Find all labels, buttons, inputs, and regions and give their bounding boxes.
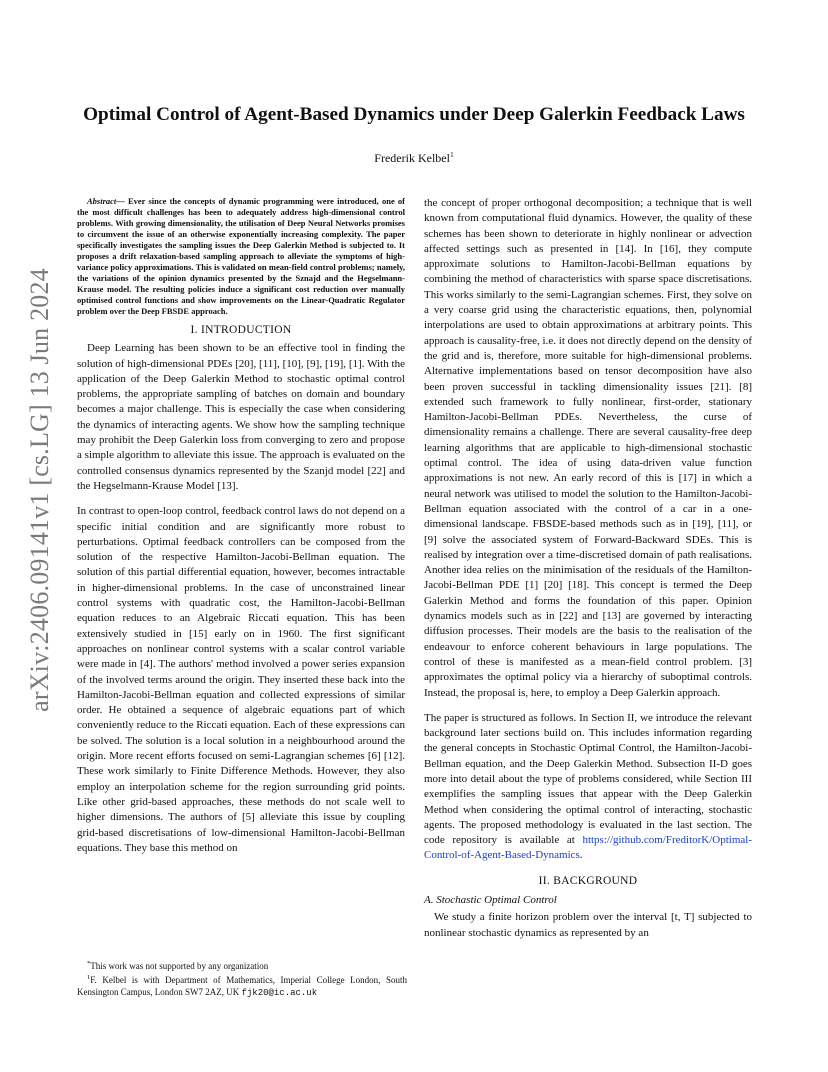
introduction-heading: I. INTRODUCTION [190, 324, 292, 336]
intro-paragraph-1: Deep Learning has been shown to be an effective tool in finding the solution of high-dimensional PDEs [20], [11], [10], [9], [19], [1]. With the application of the Deep Galerkin Method to stochastic optimal control problems, the appropriate sampling of batches on domain and boundary becomes a major challenge. This is especially the case when considering the dynamics of interacting agents. We show how the sampling technique may prohibit the Deep Galerkin loss from converging to zero and propose a simple algorithm to alleviate this issue. The approach is evaluated on the controlled consensus dynamics represented by the Szanjd model [22] and the Hegselmann-Krause Model [13]. [77, 342, 405, 492]
paper-title: Optimal Control of Agent-Based Dynamics under Deep Galerkin Feedback Laws [83, 104, 745, 125]
repository-link[interactable]: https://github.com/FreditorK/Optimal-Control-of-Agent-Based-Dynamics [424, 834, 753, 862]
structure-text: The paper is structured as follows. In Section II, we introduce the relevant background later sections build on. This includes information regarding the general concepts in Stochastic Optimal Control, the Hamilton-Jacobi-Bellman equation, and the Deep Galerkin Method. Subsection II-D goes more into detail about the type of problems considered, while Section III exemplifies the sampling issues that appear with the Deep Galerkin Method when considering the optimal control of interacting, stochastic agents. The proposed methodology is evaluated in the last section. The code repository is available at [424, 711, 752, 847]
author-affiliation-mark: 1 [449, 150, 454, 159]
structure-text-end: . [579, 849, 583, 862]
abstract-text: — Ever since the concepts of dynamic programming were introduced, one of the most difficult challenges has been to adequately address high-dimensional control problems. With growing dimensionality, the utilisation of Deep Neural Networks promises to circumvent the issue of an otherwise exponentially increasing complexity. The paper specifically investigates the sampling issues the Deep Galerkin Method is subjected to. It proposes a drift relaxation-based sampling approach to alleviate the symptoms of high-variance policy approximations. This is validated on mean-field control problems; namely, the variations of the opinion dynamics presented by the Sznajd and the Hegselmann-Krause model. The resulting policies induce a significant cost reduction over manually optimised control functions and show improvements on the Linear-Quadratic Regulator problem over the Deep FBSDE approach. [77, 196, 405, 316]
left-column [77, 196, 405, 866]
author-name: Frederik Kelbel [374, 151, 450, 165]
footnote-one-mark: 1 [87, 974, 91, 981]
arxiv-identifier: arXiv:2406.09141v1 [cs.LG] 13 Jun 2024 [25, 268, 54, 712]
footnote-star-mark: * [87, 960, 91, 967]
footnote-funding [77, 958, 407, 972]
footnote-affiliation [77, 972, 407, 999]
arxiv-sidebar-stamp [22, 268, 58, 712]
intro-paragraph-4 [424, 711, 752, 864]
right-column [424, 196, 752, 951]
footnotes [77, 958, 407, 999]
intro-paragraph-3: the concept of proper orthogonal decomposition; a technique that is well known from computational fluid dynamics. However, the quality of these schemes has been shown to deteriorate in highly nonlinear or advection affected settings such as presented in [14]. In [16], they compute approximate solutions to Hamilton-Jacobi-Bellman equations by combining the method of characteristics with sparse space discretisations. This works similarly to the semi-Lagrangian schemes. First, they solve on a very coarse grid using the characteristic equations, then, polynomial interpolations are used to obtain approximations at arbitrary points. This approach is causality-free, i.e. it does not directly depend on the density of the grid and is, therefore, more suitable for high-dimensional problems. Alternative implementations based on tensor decomposition have also been proven successful in tackling dimensionality issues [21]. [8] extended such framework to fully nonlinear, first-order, stationary Hamilton-Jacobi-Bellman PDEs. Nevertheless, the curse of dimensionality remains a challenge. There are several causality-free deep learning algorithms that are applicable to high-dimensional stochastic optimal control. The idea of using data-driven value function approximations is not new. An early record of this is [17] in which a neural network was utilised to model the solution to the Hamilton-Jacobi-Bellman equation associated with the control of a car in a one-dimensional landscape. FBSDE-based methods such as in [19], [11], or [9] solve the associated system of Forward-Backward SDEs. This is realised by integration over a time-discretised domain of path realisations. Another idea relies on the minimisation of the residuals of the Hamilton-Jacobi-Bellman PDE [1] [20] [18]. This concept is termed the Deep Galerkin Method and forms the foundation of this paper. Opinion dynamics models such as in [22] and [13] are governed by interacting diffusion processes. Their models are the basis to the realisation of the endeavour to enforce coherent behaviours in large populations. The control of these is manifested as a mean-field control problem. [3] approximates the optimal policy via a hierarchy of suboptimal controls. Instead, the proposal is, here, to employ a Deep Galerkin approach. [424, 197, 752, 699]
background-paragraph-1: We study a finite horizon problem over the interval [t, T] subjected to nonlinear stochastic dynamics as represented by an [424, 911, 752, 939]
abstract [77, 196, 405, 317]
abstract-label: Abstract [87, 196, 117, 206]
intro-paragraph-2: In contrast to open-loop control, feedback control laws do not depend on a specific initial condition and are significantly more robust to perturbations. Optimal feedback controllers can be composed from the solution of the respective Hamilton-Jacobi-Bellman equation. The solution of this partial differential equation, however, becomes intractable in higher-dimensional problems. In the case of unconstrained linear control systems with quadratic cost, the Hamilton-Jacobi-Bellman equation reduces to an Algebraic Riccati equation. This has been extensively studied in [15] early on in 1960. The first significant approaches on nonlinear control systems with a scalar control variable were made in [4]. The authors' method involved a power series expansion of the involved terms around the origin. They inserted these back into the Hamilton-Jacobi-Bellman equation and collected expressions of similar order. He obtained a sequence of algebraic equations part of which conveniently reduce to the Riccati equation. Each of these expressions can be solved. The solution is a local solution in a neighbourhood around the origin. More recent efforts focused on semi-Lagrangian schemes [6] [12]. These work similarly to Finite Difference Methods. However, they also employ an interpolation scheme for the region surrounding grid points. Like other grid-based approaches, these methods do not scale well to higher dimensions. The authors of [5] alleviate this issue by coupling grid-based discretisations of low-dimensional Hamilton-Jacobi-Bellman equations. They base this method on [77, 505, 405, 854]
background-heading: II. BACKGROUND [538, 874, 638, 887]
footnote-funding-text: This work was not supported by any organization [90, 961, 269, 971]
author-line [60, 147, 768, 166]
footnote-affiliation-text: F. Kelbel is with Department of Mathematics, Imperial College London, South Kensington Campus, London SW7 2AZ, UK [77, 975, 407, 997]
stochastic-optimal-control-heading: A. Stochastic Optimal Control [424, 894, 557, 907]
author-email: fjk20@ic.ac.uk [241, 988, 318, 998]
